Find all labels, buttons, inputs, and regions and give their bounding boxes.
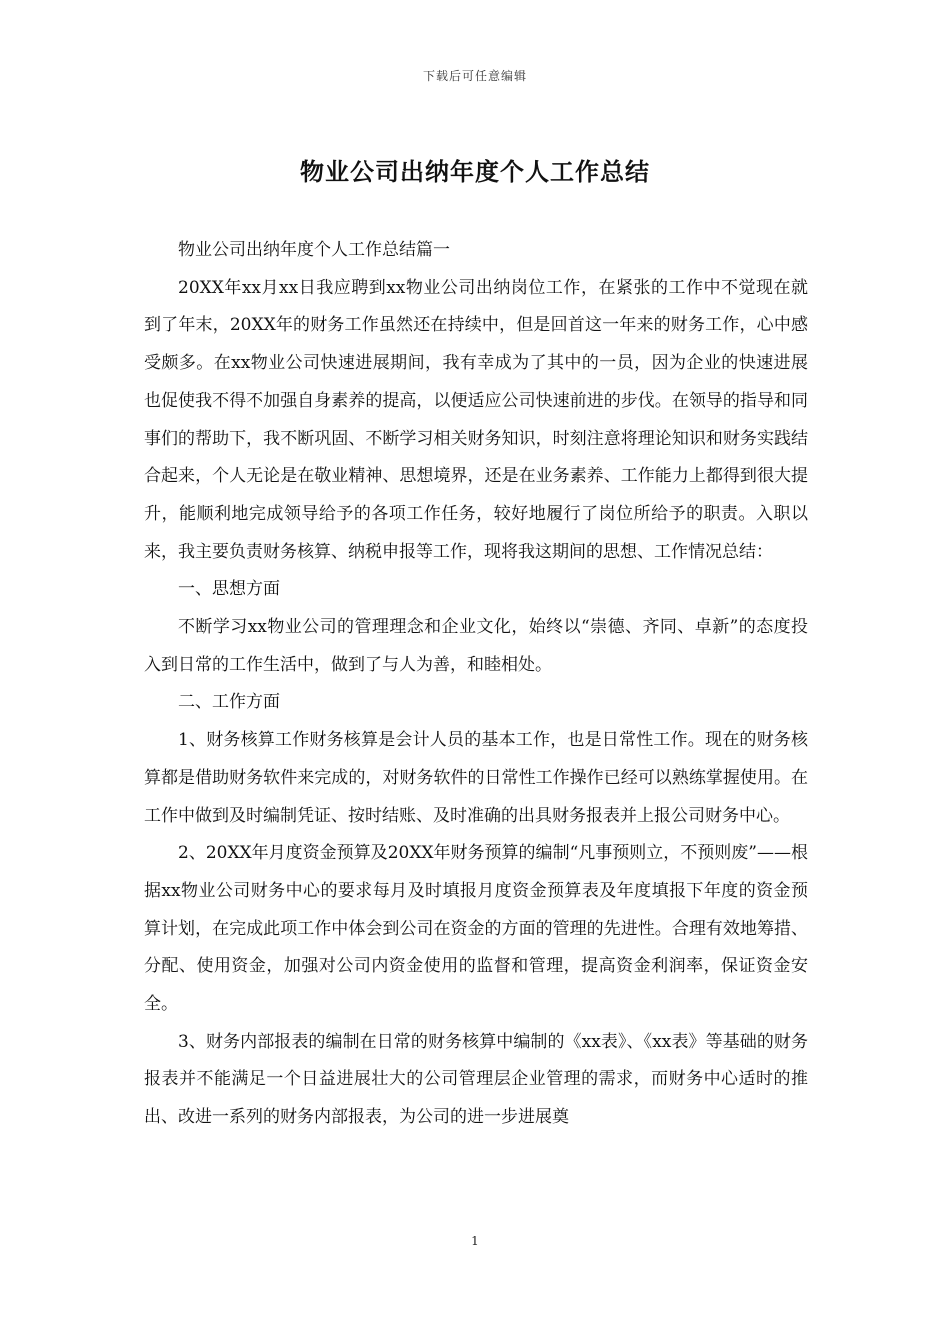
section-heading: 一、思想方面: [178, 579, 280, 600]
page-number: 1: [471, 1234, 479, 1248]
body-paragraph: 不断学习xx物业公司的管理理念和企业文化，始终以“崇德、齐同、卓新”的态度投入到日常的工作生活中，做到了与人为善，和睦相处。: [144, 617, 808, 675]
section-heading: 二、工作方面: [178, 692, 280, 713]
body-paragraph: 1、财务核算工作财务核算是会计人员的基本工作，也是日常性工作。现在的财务核算都是借助财务软件来完成的，对财务软件的日常性工作操作已经可以熟练掌握使用。在工作中做到及时编制凭证、按时结账、及时准确的出具财务报表并上报公司财务中心。: [144, 730, 808, 826]
section-heading: 物业公司出纳年度个人工作总结篇一: [178, 240, 450, 260]
header-note: 下载后可任意编辑: [422, 69, 527, 83]
body-paragraph: 20XX年xx月xx日我应聘到xx物业公司出纳岗位工作，在紧张的工作中不觉现在就到了年末，20XX年的财务工作虽然还在持续中，但是回首这一年来的财务工作，心中感受颇多。在xx物业公司快速进展期间，我有幸成为了其中的一员，因为企业的快速进展也促使我不得不加强自身素养的提高，以便适应公司快速前进的步伐。在领导的指导和同事们的帮助下，我不断巩固、不断学习相关财务知识，时刻注意将理论知识和财务实践结合起来，个人无论是在敬业精神、思想境界，还是在业务素养、工作能力上都得到很大提升，能顺利地完成领导给予的各项工作任务，较好地履行了岗位所给予的职责。入职以来，我主要负责财务核算、纳税申报等工作，现将我这期间的思想、工作情况总结：: [144, 277, 808, 562]
document-title: 物业公司出纳年度个人工作总结: [300, 157, 650, 186]
document-body: [144, 232, 808, 1137]
body-paragraph: 2、20XX年月度资金预算及20XX年财务预算的编制“凡事预则立，不预则废”——根据xx物业公司财务中心的要求每月及时填报月度资金预算表及年度填报下年度的资金预算计划，在完成此项工作中体会到公司在资金的方面的管理的先进性。合理有效地筹措、分配、使用资金，加强对公司内资金使用的监督和管理，提高资金利润率，保证资金安全。: [144, 843, 808, 1015]
body-paragraph: 3、财务内部报表的编制在日常的财务核算中编制的《xx表》、《xx表》等基础的财务报表并不能满足一个日益进展壮大的公司管理层企业管理的需求，而财务中心适时的推出、改进一系列的财务内部报表，为公司的进一步进展奠: [144, 1031, 808, 1128]
